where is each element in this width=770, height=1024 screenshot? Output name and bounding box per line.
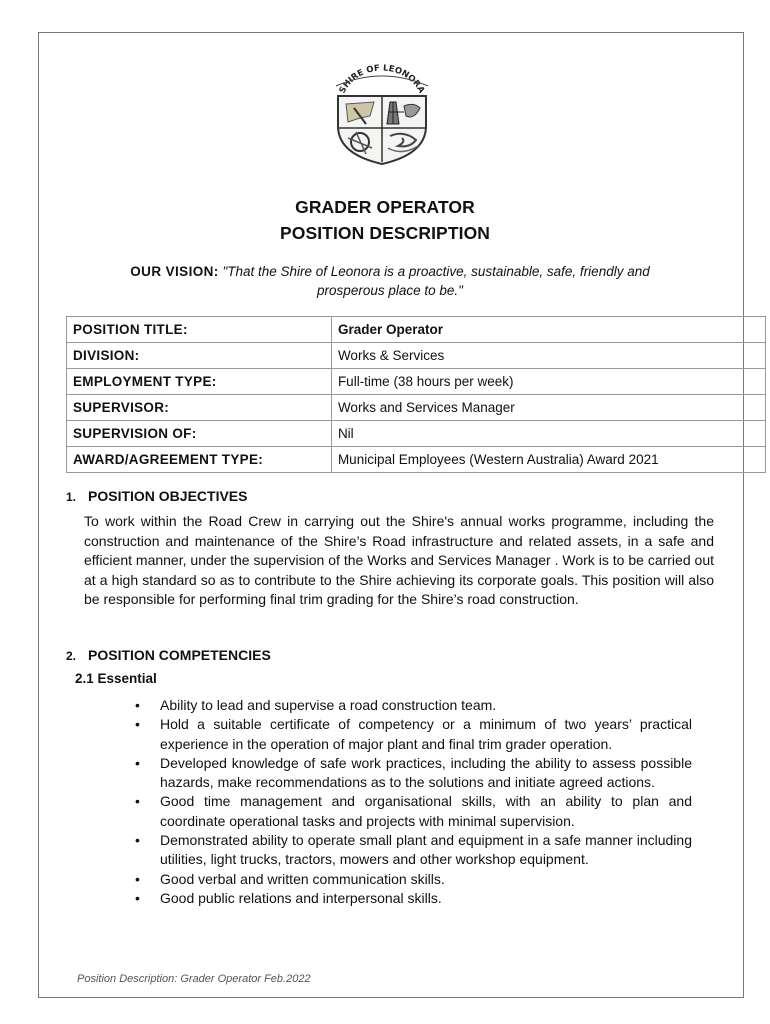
bullet: • xyxy=(135,716,140,733)
info-value: Works & Services xyxy=(331,343,765,369)
section-title: POSITION OBJECTIVES xyxy=(88,488,248,504)
bullet: • xyxy=(135,697,140,713)
list-item xyxy=(132,754,692,793)
section-heading-objectives xyxy=(66,488,247,504)
bullet: • xyxy=(135,793,140,810)
info-value: Municipal Employees (Western Australia) Award 2021 xyxy=(331,447,765,473)
document-subtitle: POSITION DESCRIPTION xyxy=(279,223,491,243)
info-value: Works and Services Manager xyxy=(331,395,765,421)
list-item-text: Developed knowledge of safe work practices, including the ability to assess possible hazards, make recommendations as to the solutions and initiate agreed actions. xyxy=(160,754,692,791)
info-label: SUPERVISION OF: xyxy=(67,421,332,447)
table-row xyxy=(67,369,766,395)
table-row xyxy=(67,421,766,447)
bullet: • xyxy=(135,832,140,849)
list-item xyxy=(132,889,692,908)
subsection-heading-essential: 2.1 Essential xyxy=(75,671,157,686)
list-item xyxy=(132,870,692,889)
list-item-text: Ability to lead and supervise a road construction team. xyxy=(160,697,497,713)
list-item-text: Good time management and organisational skills, with an ability to plan and coordinate operational tasks and projects with minimal supervision. xyxy=(160,793,692,829)
section-title: POSITION COMPETENCIES xyxy=(88,647,271,663)
bullet: • xyxy=(135,754,140,771)
info-value: Grader Operator xyxy=(331,317,765,343)
info-value: Nil xyxy=(331,421,765,447)
info-label: DIVISION: xyxy=(67,343,332,369)
shire-of-leonora-crest-logo xyxy=(326,56,438,168)
objectives-paragraph: To work within the Road Crew in carrying out the Shire's annual works programme, including the construction and maintenance of the Shire’s Road infrastructure and related assets, in a safe and efficient manner, under the supervision of the Works and Services Manager . Work is to be carried out at a high standard so as to contribute to the Shire achieving its corporate goals. This position will also be responsible for performing final trim grading for the Shire’s road construction. xyxy=(84,513,714,607)
bullet: • xyxy=(135,870,140,887)
section-number: 2. xyxy=(66,649,77,663)
list-item-text: Hold a suitable certificate of competency or a minimum of two years’ practical experience in the operation of major plant and final trim grader operation. xyxy=(160,716,692,752)
table-row xyxy=(67,447,766,473)
info-value: Full-time (38 hours per week) xyxy=(331,369,765,395)
vision-statement xyxy=(100,262,680,300)
bullet: • xyxy=(135,889,140,906)
essential-competencies-list xyxy=(132,696,692,908)
table-row xyxy=(67,343,766,369)
section-heading-competencies xyxy=(66,647,271,663)
vision-quote: "That the Shire of Leonora is a proactive, sustainable, safe, friendly and prosperous place to be." xyxy=(222,264,650,298)
position-info-table xyxy=(66,316,766,473)
list-item-text: Demonstrated ability to operate small plant and equipment in a safe manner including utilities, light trucks, tractors, mowers and other workshop equipment. xyxy=(160,832,692,868)
info-label: POSITION TITLE: xyxy=(67,317,332,343)
vision-label: OUR VISION: xyxy=(130,264,219,279)
document-title: GRADER OPERATOR xyxy=(295,197,475,217)
page-footer: Position Description: Grader Operator Feb.2022 xyxy=(77,973,311,985)
list-item-text: Good public relations and interpersonal skills. xyxy=(160,889,442,906)
table-row xyxy=(67,317,766,343)
section-number: 1. xyxy=(66,490,77,504)
info-label: SUPERVISOR: xyxy=(67,395,332,421)
list-item xyxy=(132,792,692,831)
info-label: AWARD/AGREEMENT TYPE: xyxy=(67,447,332,473)
list-item-text: Good verbal and written communication skills. xyxy=(160,870,445,887)
info-label: EMPLOYMENT TYPE: xyxy=(67,369,332,395)
list-item xyxy=(132,715,692,754)
table-row xyxy=(67,395,766,421)
list-item xyxy=(132,831,692,870)
list-item xyxy=(132,696,692,715)
svg-text:SHIRE OF LEONORA: SHIRE OF LEONORA xyxy=(337,63,427,96)
